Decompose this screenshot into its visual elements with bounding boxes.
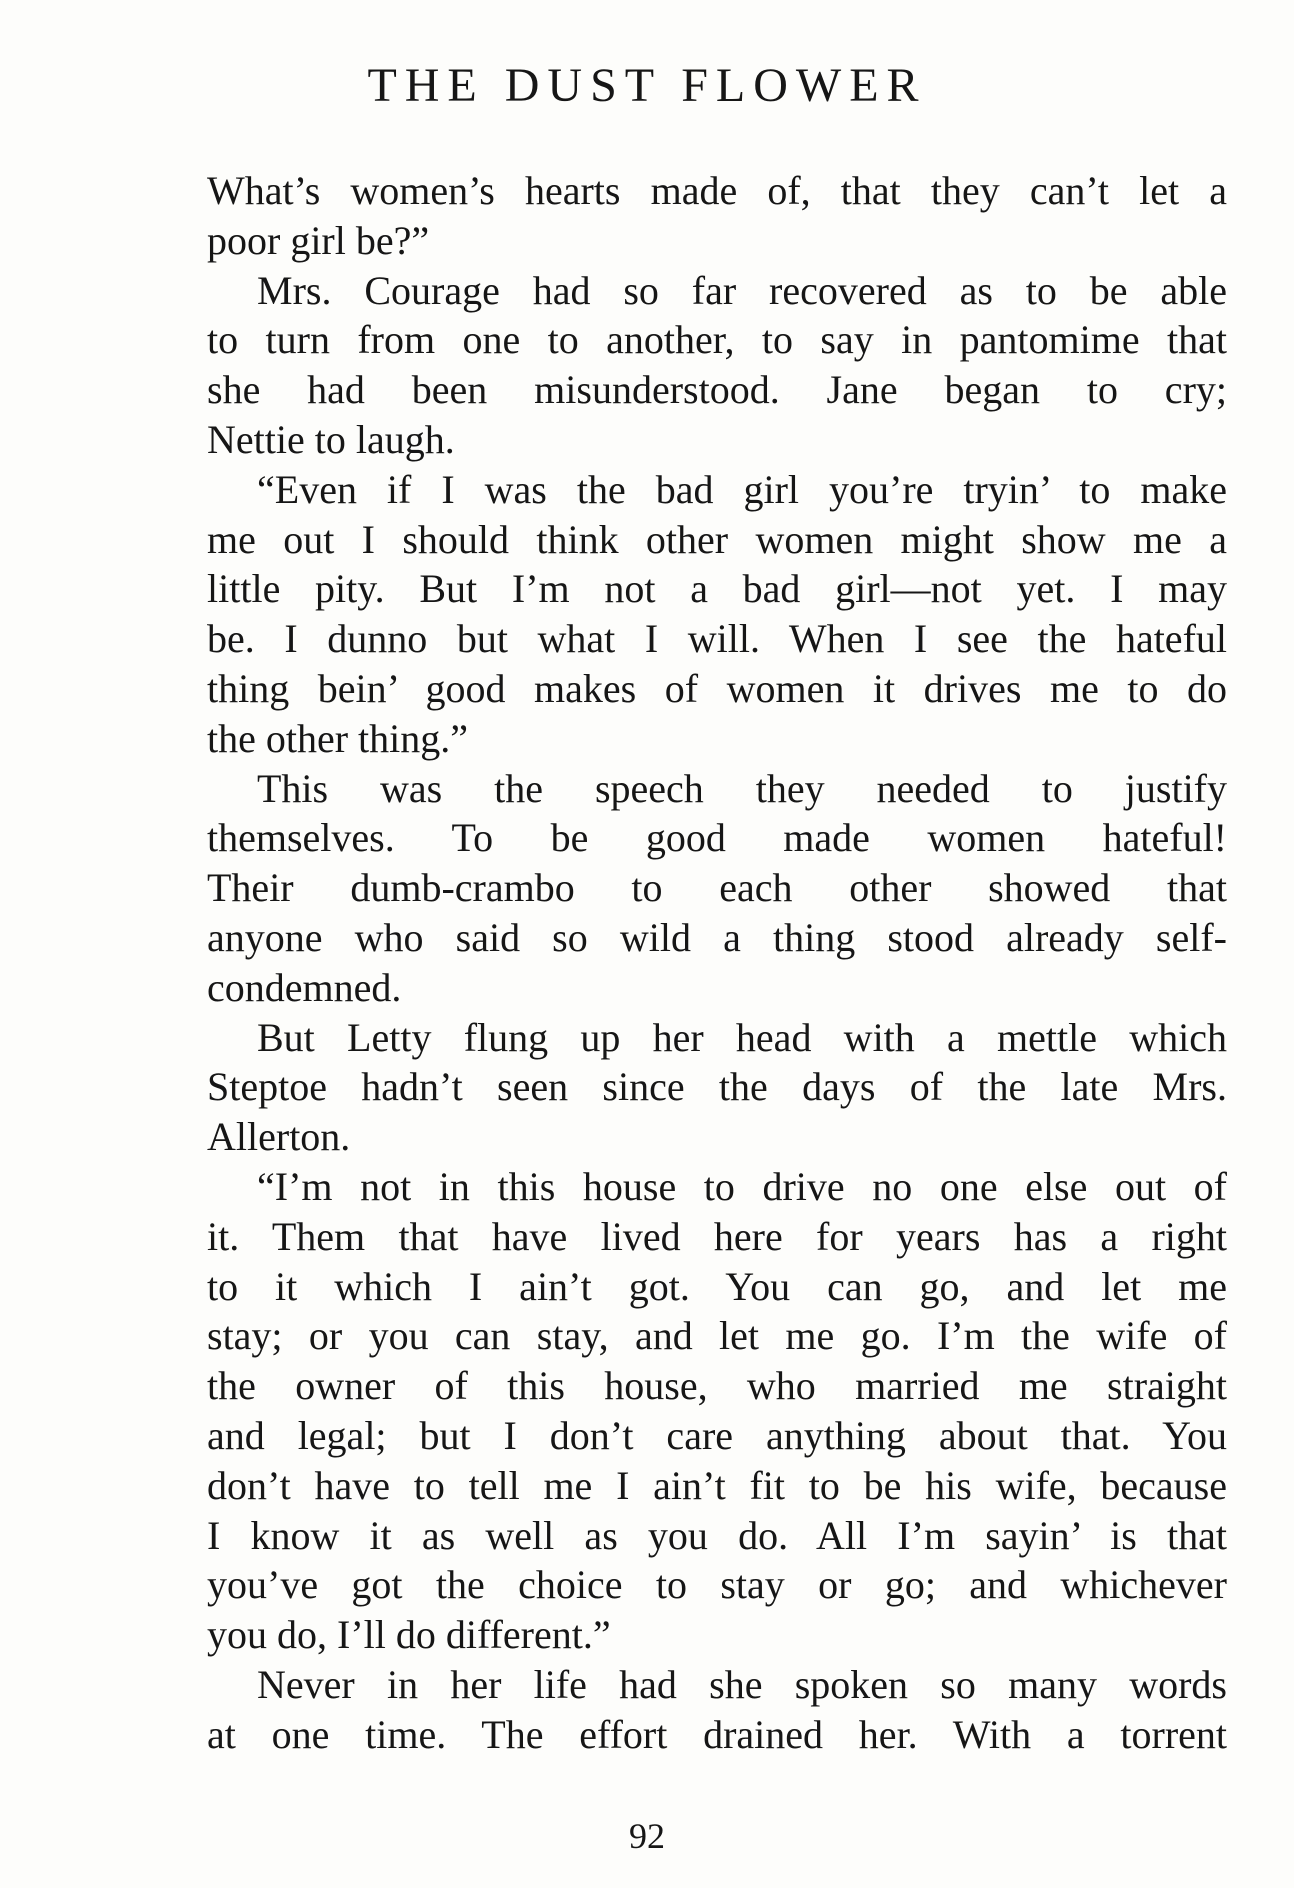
- text-line: Nettie to laugh.: [207, 416, 455, 462]
- text-line: themselves. To be good made women hateful!: [207, 815, 1227, 861]
- text-line: little pity. But I’m not a bad girl—not yet. I may: [207, 566, 1227, 612]
- text-line: Never in her life had she spoken so many words: [257, 1661, 1227, 1707]
- text-line: Steptoe hadn’t seen since the days of the late Mrs.: [207, 1064, 1227, 1110]
- text-line: Mrs. Courage had so far recovered as to be able: [257, 267, 1227, 313]
- text-line: don’t have to tell me I ain’t fit to be his wife, because: [207, 1462, 1227, 1508]
- text-line: poor girl be?”: [207, 217, 430, 263]
- text-line: But Letty flung up her head with a mettle which: [257, 1014, 1227, 1060]
- text-line: me out I should think other women might show me a: [207, 516, 1227, 562]
- text-line: to it which I ain’t got. You can go, and let me: [207, 1263, 1227, 1309]
- text-line: What’s women’s hearts made of, that they can’t let a: [207, 168, 1227, 213]
- text-line: and legal; but I don’t care anything about that. You: [207, 1412, 1227, 1458]
- text-line: the owner of this house, who married me straight: [207, 1363, 1227, 1409]
- text-line: Allerton.: [207, 1114, 351, 1160]
- running-title: THE DUST FLOWER: [367, 59, 927, 112]
- text-line: condemned.: [207, 964, 402, 1010]
- text-line: I know it as well as you do. All I’m sayin’ is that: [207, 1512, 1227, 1558]
- text-line: she had been misunderstood. Jane began to cry;: [207, 367, 1227, 413]
- text-line: anyone who said so wild a thing stood already self-: [207, 914, 1227, 960]
- text-line: to turn from one to another, to say in pantomime that: [207, 317, 1227, 363]
- page-number: 92: [629, 1816, 665, 1856]
- text-line: Their dumb-crambo to each other showed that: [207, 865, 1227, 911]
- text-line: This was the speech they needed to justify: [257, 765, 1227, 811]
- text-line: it. Them that have lived here for years has a right: [207, 1213, 1227, 1259]
- text-line: at one time. The effort drained her. With a torrent: [207, 1711, 1227, 1757]
- text-line: be. I dunno but what I will. When I see the hateful: [207, 616, 1227, 662]
- text-line: the other thing.”: [207, 715, 469, 761]
- text-line: “I’m not in this house to drive no one else out of: [257, 1163, 1227, 1209]
- text-line: stay; or you can stay, and let me go. I’m the wife of: [207, 1313, 1227, 1359]
- text-line: “Even if I was the bad girl you’re tryin’ to make: [257, 466, 1227, 512]
- body-text: [207, 166, 1227, 1760]
- text-line: you’ve got the choice to stay or go; and whichever: [207, 1562, 1227, 1608]
- text-line: you do, I’ll do different.”: [207, 1612, 611, 1658]
- text-line: thing bein’ good makes of women it drives me to do: [207, 665, 1227, 711]
